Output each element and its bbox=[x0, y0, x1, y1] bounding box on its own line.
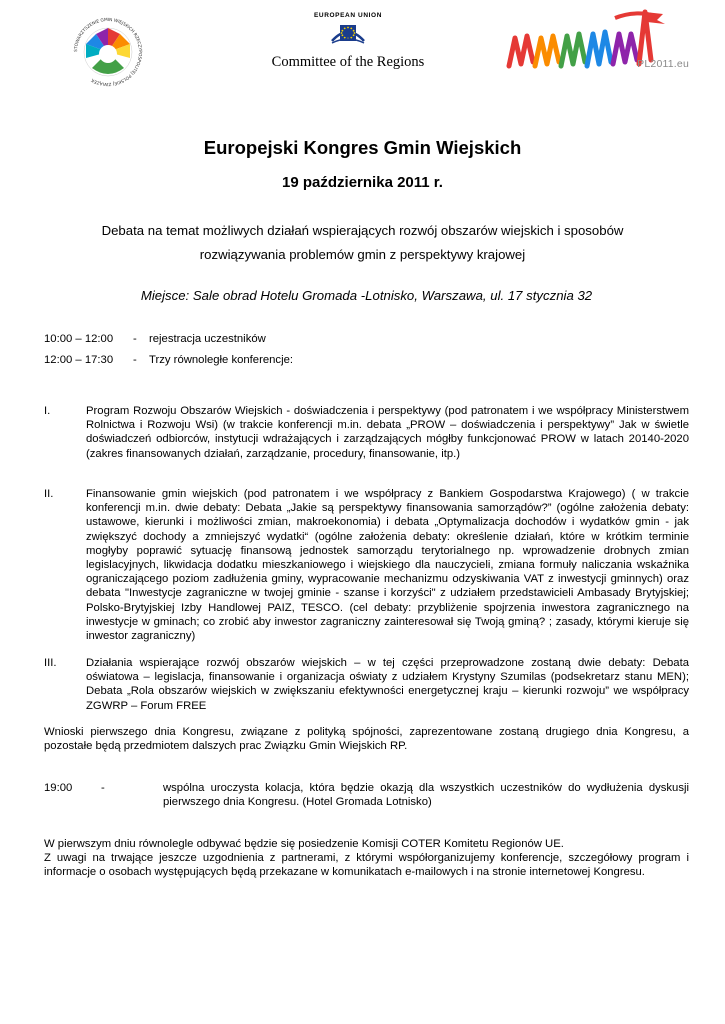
page-title: Europejski Kongres Gmin Wiejskich bbox=[203, 137, 522, 158]
presidency-label: PL2011.eu bbox=[637, 58, 689, 70]
zgwrp-logo-text: STOWARZYSZENIE GMIN WIEJSKICH RZECZYPOSPOLITEJ POLSKIEJ ZWIĄZEK bbox=[73, 17, 143, 87]
item-number: II. bbox=[44, 488, 54, 500]
closing-paragraph-1: W pierwszym dniu równolegle odbywać będzie się posiedzenie Komisji COTER Komitetu Regionów UE. bbox=[44, 838, 564, 850]
schedule-row bbox=[44, 333, 266, 345]
conference-item bbox=[44, 656, 689, 713]
debate-topic bbox=[50, 219, 675, 267]
dinner-row bbox=[44, 781, 689, 809]
closing-paragraph-2: Z uwagi na trwające jeszcze uzgodnienia z partnerami, z którymi współorganizujemy konferencje, szczegółowy program i informacje o osobach występujących będą przekazane w komunikatach e-mailowych i na stronie internetowej Kongresu. bbox=[44, 852, 689, 879]
debate-line-1: Debata na temat możliwych działań wspierających rozwój obszarów wiejskich i sposobów bbox=[101, 223, 624, 238]
conclusions-paragraph: Wnioski pierwszego dnia Kongresu, związane z polityką spójności, zaprezentowane zostaną drugiego dnia Kongresu, a pozostałe będą przedmiotem dalszych prac Związku Gmin Wiejskich RP. bbox=[44, 726, 689, 753]
pl2011-presidency-logo bbox=[505, 4, 695, 80]
schedule-time: 12:00 – 17:30 bbox=[44, 354, 114, 366]
schedule-dash: - bbox=[133, 354, 137, 366]
schedule-dash: - bbox=[133, 333, 137, 345]
committee-of-regions-logo bbox=[262, 12, 434, 74]
eu-flag-icon bbox=[328, 21, 368, 47]
schedule-desc: rejestracja uczestników bbox=[149, 333, 266, 345]
cor-name: Committee of the Regions bbox=[271, 54, 425, 70]
event-date: 19 października 2011 r. bbox=[282, 174, 443, 191]
eu-label: EUROPEAN UNION bbox=[314, 12, 382, 19]
item-text: Program Rozwoju Obszarów Wiejskich - doświadczenia i perspektywy (pod patronatem i we współpracy Ministerstwem Rolnictwa i Rozwoju Wsi) (w trakcie konferencji m.in. debata „PROW – doświadczenia i perspektywy” Jak w świetle doświadczeń odbiorców, instytucji wdrażających i zarządzających mógłby funkcjonować PROW w latach 20140-2020 (zakres finansowanych działań, zarządzanie, procedury, finansowanie, itp.) bbox=[86, 405, 689, 460]
dinner-text: wspólna uroczysta kolacja, która będzie okazją dla wszystkich uczestników do wydłużenia dyskusji pierwszego dnia Kongresu. (Hotel Gromada Lotnisko) bbox=[163, 782, 689, 809]
item-number: I. bbox=[44, 405, 51, 417]
item-text: Finansowanie gmin wiejskich (pod patronatem i we współpracy z Bankiem Gospodarstwa Krajowego) ( w trakcie konferencji m.in. dwie debaty: Debata „Jakie są perspektywy finansowania samorządów?” (ogólne założenia debaty: ustawowe, kierunki i możliwości zmian, makroekonomia) i debata „Optymalizacja dochodów i wydatków gmin - jak zwiększyć dochody a zmniejszyć wydatki“ (ogólne założenia debaty: określenie działań, które w krótkim terminie mogłyby poprawić sytuację finansową jednostek samorządu terytorialnego np. wprowadzenie drobnych zmian legislacyjnych, likwidacja dodatku mieszkaniowego i wiejskiego dla nauczycieli, zmiana formuły naliczania wskaźnika ograniczającego poziom zadłużenia gminy, wypracowanie mechanizmu odzyskiwania VAT z inwestycji gminnych) oraz debata "Inwestycje zagraniczne w twojej gminie - szanse i korzyści" z udziałem przedstawicieli Ambasady Brytyjskiej; Polsko-Brytyjskiej Izby Handlowej PAIZ, TESCO. (cel debaty: przybliżenie spojrzenia inwestora zagranicznego na inwestycje w gminach; co zrobić aby inwestor zagraniczny zainteresował się Twoją gminą? ; zasady, którymi kieruje się inwestor zagraniczny) bbox=[86, 488, 689, 643]
dinner-dash: - bbox=[101, 782, 105, 794]
item-text: Działania wspierające rozwój obszarów wiejskich – w tej części przeprowadzone zostaną dwie debaty: Debata oświatowa – legislacja, finansowanie i organizacja oświaty z udziałem Krystyny Szumilas (podsekretarz stanu MEN); Debata „Rola obszarów wiejskich w zwiększaniu efektywności energetycznej kraju – kierunki rozwoju” we współpracy ZGWRP – Forum FREE bbox=[86, 657, 689, 712]
schedule-time: 10:00 – 12:00 bbox=[44, 333, 114, 345]
item-number: III. bbox=[44, 657, 57, 669]
debate-line-2: rozwiązywania problemów gmin z perspektywy krajowej bbox=[199, 247, 526, 262]
schedule-row bbox=[44, 354, 293, 366]
zgwrp-logo bbox=[70, 14, 146, 90]
schedule-desc: Trzy równoległe konferencje: bbox=[149, 354, 293, 366]
conference-item bbox=[44, 487, 689, 643]
dinner-time: 19:00 bbox=[44, 782, 73, 794]
event-place: Miejsce: Sale obrad Hotelu Gromada -Lotnisko, Warszawa, ul. 17 stycznia 32 bbox=[140, 288, 593, 303]
conference-item bbox=[44, 404, 689, 461]
